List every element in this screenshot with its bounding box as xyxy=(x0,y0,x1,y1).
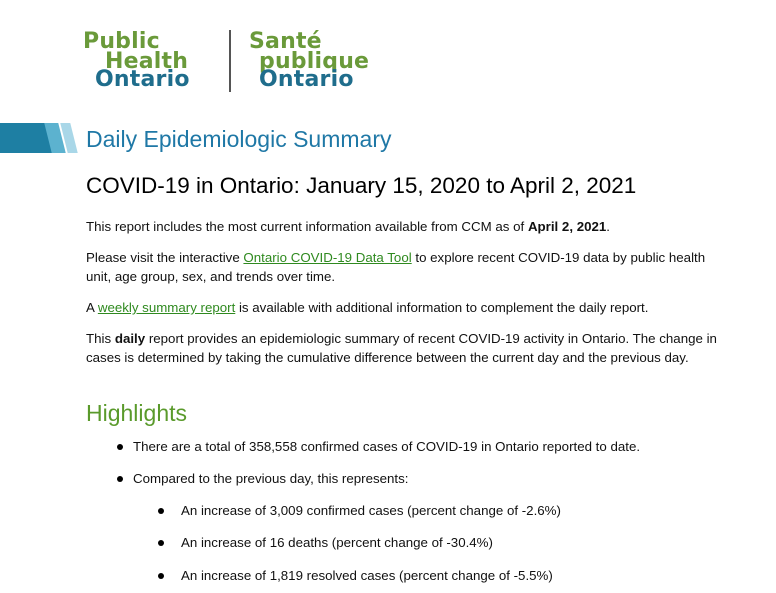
bullet-icon xyxy=(158,540,164,546)
intro-paragraph-2: Please visit the interactive Ontario COVID-19 Data Tool to explore recent COVID-19 data by public health unit, age group, sex, and trends over time. xyxy=(86,250,706,284)
intro-paragraph-1: This report includes the most current information available from CCM as of April 2, 2021. xyxy=(86,219,610,234)
document-title: Daily Epidemiologic Summary xyxy=(86,126,392,152)
logo-word-public: Public xyxy=(83,29,160,54)
logo-word-sante: Santé xyxy=(249,29,322,54)
title-banner-graphic xyxy=(0,123,80,153)
highlight-item: There are a total of 358,558 confirmed cases of COVID-19 in Ontario reported to date. xyxy=(133,439,641,454)
bullet-icon xyxy=(117,476,123,482)
weekly-summary-link[interactable]: weekly summary report xyxy=(97,300,236,315)
intro-paragraph-3: A weekly summary report is available with additional information to complement the daily report. xyxy=(86,300,649,315)
highlight-sub-item: An increase of 16 deaths (percent change of -30.4%) xyxy=(181,535,493,550)
bullet-icon xyxy=(158,573,164,579)
highlight-sub-item: An increase of 3,009 confirmed cases (percent change of -2.6%) xyxy=(181,503,561,518)
bullet-icon xyxy=(117,444,123,450)
document-subtitle: COVID-19 in Ontario: January 15, 2020 to April 2, 2021 xyxy=(86,173,637,198)
highlight-item: Compared to the previous day, this represents: xyxy=(133,471,409,486)
logo-word-ontario-fr: Ontario xyxy=(259,67,354,92)
logo-word-health: Health xyxy=(105,49,189,74)
logo-divider xyxy=(229,30,231,92)
highlight-sub-item: An increase of 1,819 resolved cases (percent change of -5.5%) xyxy=(181,568,553,583)
data-tool-link[interactable]: Ontario COVID-19 Data Tool xyxy=(243,250,412,265)
highlights-heading: Highlights xyxy=(86,400,187,426)
logo-word-publique: publique xyxy=(259,49,370,74)
intro-paragraph-4: This daily report provides an epidemiologic summary of recent COVID-19 activity in Ontario. The change in cases is determined by taking the cumulative difference between the current day and the previous day. xyxy=(86,331,717,365)
bullet-icon xyxy=(158,508,164,514)
logo-word-ontario: Ontario xyxy=(95,67,190,92)
phac-logo xyxy=(83,30,403,94)
